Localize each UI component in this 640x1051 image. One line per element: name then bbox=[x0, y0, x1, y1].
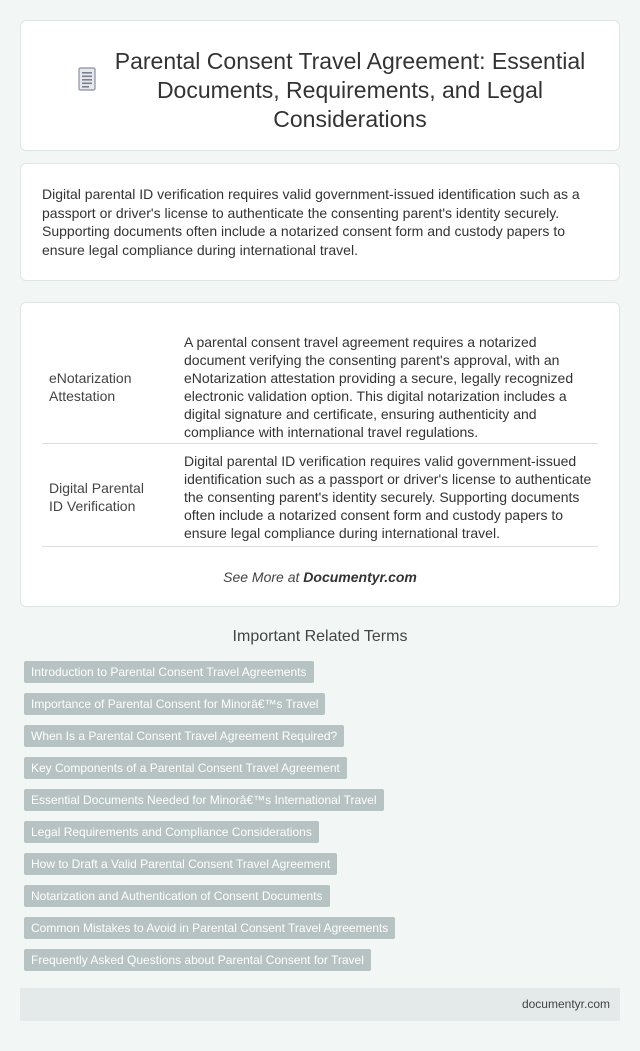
related-term-tag[interactable]: Importance of Parental Consent for Minorâ€™s Travel bbox=[24, 693, 325, 715]
table-term: Digital Parental ID Verification bbox=[49, 480, 144, 514]
footer bbox=[20, 988, 620, 1021]
related-term-tag[interactable]: Legal Requirements and Compliance Considerations bbox=[24, 821, 319, 843]
related-terms-heading: Important Related Terms bbox=[232, 628, 408, 645]
related-term-tag[interactable]: Key Components of a Parental Consent Travel Agreement bbox=[24, 757, 347, 779]
see-more-prefix: See More at bbox=[223, 569, 304, 585]
related-term-tag[interactable]: Essential Documents Needed for Minorâ€™s International Travel bbox=[24, 789, 384, 811]
related-term-tag[interactable]: Notarization and Authentication of Consent Documents bbox=[24, 885, 330, 907]
table-row bbox=[42, 445, 598, 547]
intro-card bbox=[20, 163, 620, 281]
see-more-link[interactable] bbox=[21, 569, 619, 585]
related-term-tag[interactable]: How to Draft a Valid Parental Consent Travel Agreement bbox=[24, 853, 337, 875]
related-term-tag[interactable]: Common Mistakes to Avoid in Parental Consent Travel Agreements bbox=[24, 917, 395, 939]
footer-site-link[interactable]: documentyr.com bbox=[521, 997, 610, 1011]
intro-text: Digital parental ID verification requires valid government-issued identification such as a passport or driver's license to authenticate the consenting parent's identity securely. Supporting documents often include a notarized consent form and custody papers to ensure legal compliance during international travel. bbox=[42, 186, 580, 258]
terms-table-card bbox=[20, 302, 620, 607]
related-term-tag[interactable]: Introduction to Parental Consent Travel Agreements bbox=[24, 661, 314, 683]
table-row bbox=[42, 333, 598, 444]
related-term-tag[interactable]: When Is a Parental Consent Travel Agreement Required? bbox=[24, 725, 344, 747]
table-term: eNotarization Attestation bbox=[49, 370, 132, 404]
see-more-site: Documentyr.com bbox=[303, 569, 417, 585]
title-card bbox=[20, 20, 620, 151]
table-description: Digital parental ID verification requires valid government-issued identification such as a passport or driver's license to authenticate the consenting parent's identity securely. Supporting documents often include a notarized consent form and custody papers to ensure legal compliance during international travel. bbox=[184, 453, 592, 541]
related-term-tag[interactable]: Frequently Asked Questions about Parental Consent for Travel bbox=[24, 949, 371, 971]
table-description: A parental consent travel agreement requires a notarized document verifying the consenting parent's approval, with an eNotarization attestation providing a secure, legally recognized electronic validation option. This digital notarization includes a digital signature and certificate, ensuring authenticity and compliance with international travel regulations. bbox=[184, 334, 574, 440]
page-title: Parental Consent Travel Agreement: Essential Documents, Requirements, and Legal Considerations bbox=[114, 48, 586, 132]
